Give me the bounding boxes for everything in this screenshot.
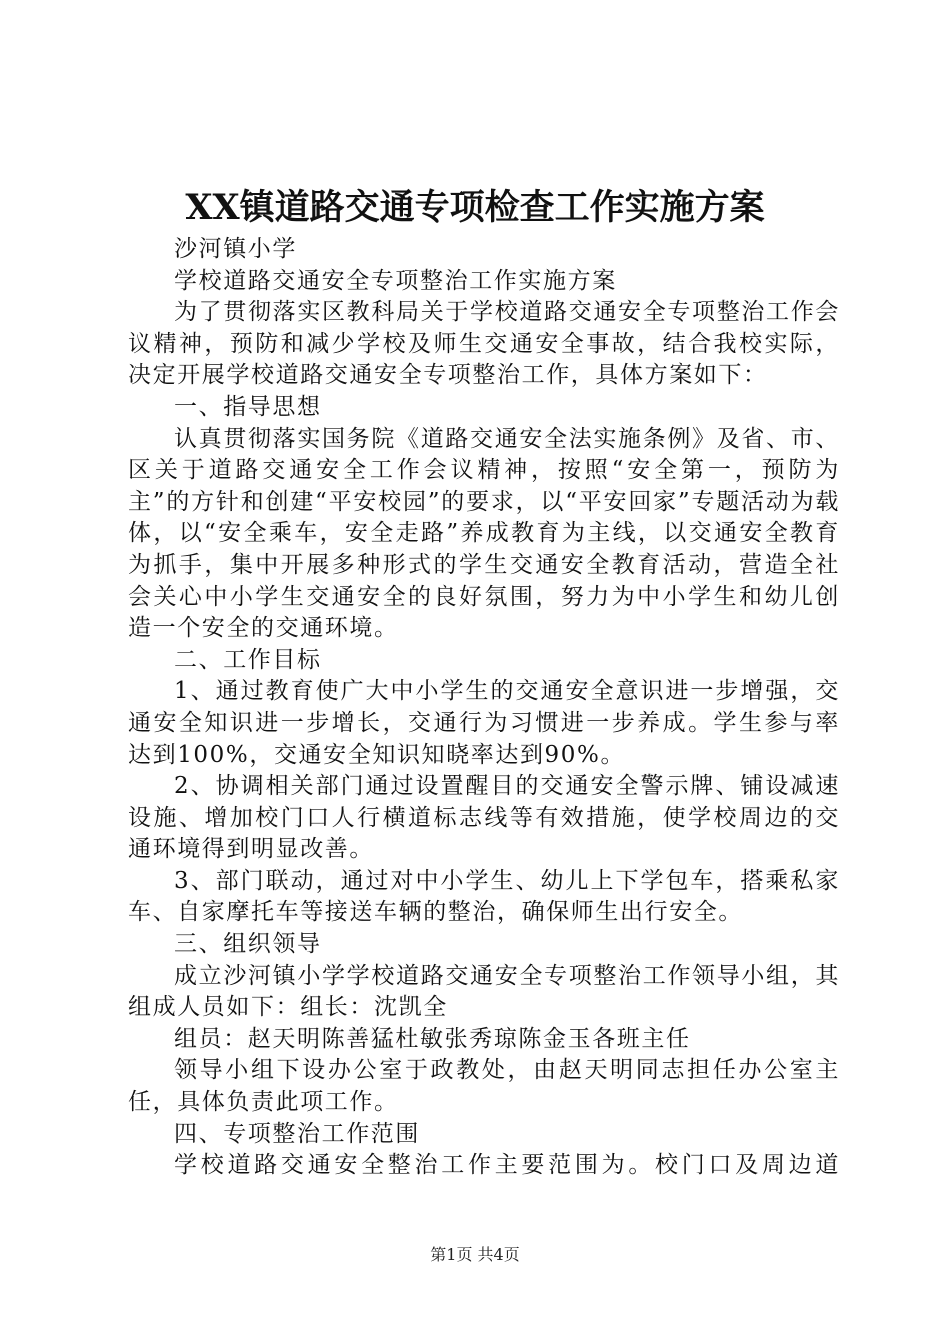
section-heading-3: 三、组织领导 (174, 931, 322, 958)
page-number-footer: 第1页 共4页 (430, 1245, 520, 1264)
paragraph-intro: 为了贯彻落实区教科局关于学校道路交通安全专项整治工作会议精神，预防和减少学校及师生交通安全事故，结合我校实际，决定开展学校道路交通安全专项整治工作，具体方案如下： (128, 299, 840, 389)
document-title: XX镇道路交通专项检查工作实施方案 (185, 187, 765, 228)
paragraph-leadership: 成立沙河镇小学学校道路交通安全专项整治工作领导小组，其组成人员如下：组长：沈凯全 (128, 962, 840, 1021)
paragraph-guiding-ideology: 认真贯彻落实国务院《道路交通安全法实施条例》及省、市、区关于道路交通安全工作会议精神，按照“安全第一，预防为主”的方针和创建“平安校园”的要求，以“平安回家”专题活动为载体，以“安全乘车，安全走路”养成教育为主线，以交通安全教育为抓手，集中开展多种形式的学生交通安全教育活动，营造全社会关心中小学生交通安全的良好氛围，努力为中小学生和幼儿创造一个安全的交通环境。 (128, 425, 840, 642)
paragraph-school-name: 沙河镇小学 (174, 236, 297, 262)
paragraph-members: 组员：赵天明陈善猛杜敏张秀琼陈金玉各班主任 (174, 1025, 691, 1052)
section-heading-2: 二、工作目标 (174, 646, 322, 673)
paragraph-goal-1: 1、通过教育使广大中小学生的交通安全意识进一步增强，交通安全知识进一步增长，交通行为习惯进一步养成。学生参与率达到100%，交通安全知识知晓率达到90%。 (128, 678, 840, 768)
document-body (128, 234, 840, 1182)
paragraph-scope: 学校道路交通安全整治工作主要范围为。校门口及周边道 (174, 1152, 840, 1179)
paragraph-plan-subtitle: 学校道路交通安全专项整治工作实施方案 (174, 267, 617, 294)
paragraph-goal-2: 2、协调相关部门通过设置醒目的交通安全警示牌、铺设减速设施、增加校门口人行横道标志线等有效措施，使学校周边的交通环境得到明显改善。 (128, 773, 840, 863)
paragraph-office: 领导小组下设办公室于政教处，由赵天明同志担任办公室主任，具体负责此项工作。 (128, 1057, 840, 1116)
section-heading-4: 四、专项整治工作范围 (174, 1120, 420, 1147)
section-heading-1: 一、指导思想 (174, 393, 322, 420)
paragraph-goal-3: 3、部门联动，通过对中小学生、幼儿上下学包车，搭乘私家车、自家摩托车等接送车辆的整治，确保师生出行安全。 (128, 867, 840, 926)
